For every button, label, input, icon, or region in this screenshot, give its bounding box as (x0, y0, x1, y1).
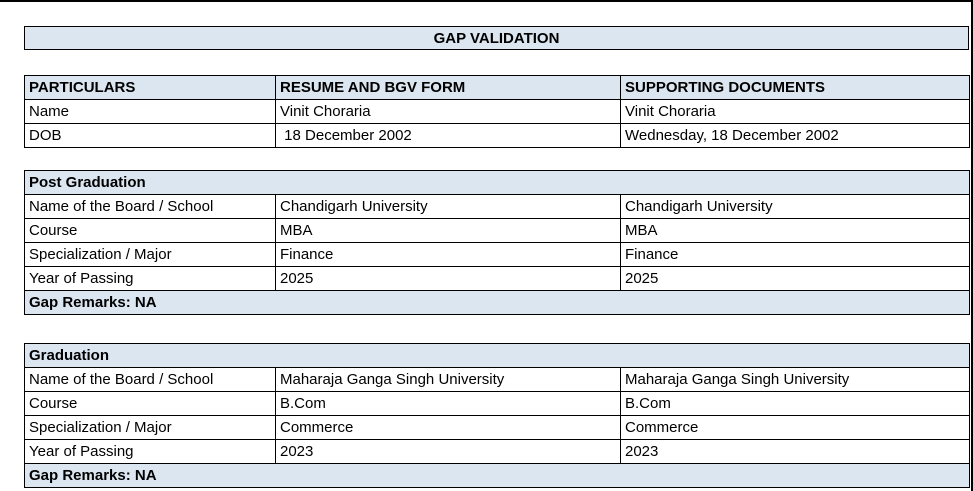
document-cell: Wednesday, 18 December 2002 (621, 124, 970, 148)
particular-cell: Course (25, 392, 276, 416)
table-row (25, 368, 970, 392)
section-heading: Post Graduation (25, 171, 970, 195)
resume-cell: MBA (276, 219, 621, 243)
table-row (25, 267, 970, 291)
page-title: GAP VALIDATION (24, 26, 969, 50)
document-cell: 2023 (621, 440, 970, 464)
graduation-table (24, 343, 969, 488)
resume-cell: Chandigarh University (276, 195, 621, 219)
table-row (25, 195, 970, 219)
header-cell: SUPPORTING DOCUMENTS (621, 76, 970, 100)
gap-remarks: Gap Remarks: NA (25, 291, 970, 315)
resume-cell: Commerce (276, 416, 621, 440)
resume-cell: 18 December 2002 (276, 124, 621, 148)
section-heading-row (25, 344, 970, 368)
table-row (25, 416, 970, 440)
document-cell: MBA (621, 219, 970, 243)
personal-table (24, 75, 969, 148)
table-row (25, 392, 970, 416)
header-cell: PARTICULARS (25, 76, 276, 100)
header-row (25, 76, 970, 100)
document-cell: Maharaja Ganga Singh University (621, 368, 970, 392)
particular-cell: Course (25, 219, 276, 243)
particular-cell: Year of Passing (25, 440, 276, 464)
resume-cell: Finance (276, 243, 621, 267)
gap-remarks: Gap Remarks: NA (25, 464, 970, 488)
particular-cell: Name (25, 100, 276, 124)
table-row (25, 243, 970, 267)
particular-cell: Specialization / Major (25, 416, 276, 440)
section-heading-row (25, 171, 970, 195)
resume-cell: 2025 (276, 267, 621, 291)
table-row (25, 440, 970, 464)
particular-cell: Year of Passing (25, 267, 276, 291)
particular-cell: Specialization / Major (25, 243, 276, 267)
remarks-row (25, 464, 970, 488)
particular-cell: DOB (25, 124, 276, 148)
resume-cell: Vinit Choraria (276, 100, 621, 124)
post-graduation-table (24, 170, 969, 315)
particular-cell: Name of the Board / School (25, 368, 276, 392)
document-cell: B.Com (621, 392, 970, 416)
section-heading: Graduation (25, 344, 970, 368)
header-cell: RESUME AND BGV FORM (276, 76, 621, 100)
remarks-row (25, 291, 970, 315)
table-row (25, 100, 970, 124)
resume-cell: 2023 (276, 440, 621, 464)
document-cell: Commerce (621, 416, 970, 440)
resume-cell: B.Com (276, 392, 621, 416)
table-row (25, 124, 970, 148)
document-cell: 2025 (621, 267, 970, 291)
document-cell: Finance (621, 243, 970, 267)
document-cell: Chandigarh University (621, 195, 970, 219)
frame-top-border (0, 0, 973, 2)
particular-cell: Name of the Board / School (25, 195, 276, 219)
document-cell: Vinit Choraria (621, 100, 970, 124)
resume-cell: Maharaja Ganga Singh University (276, 368, 621, 392)
table-row (25, 219, 970, 243)
